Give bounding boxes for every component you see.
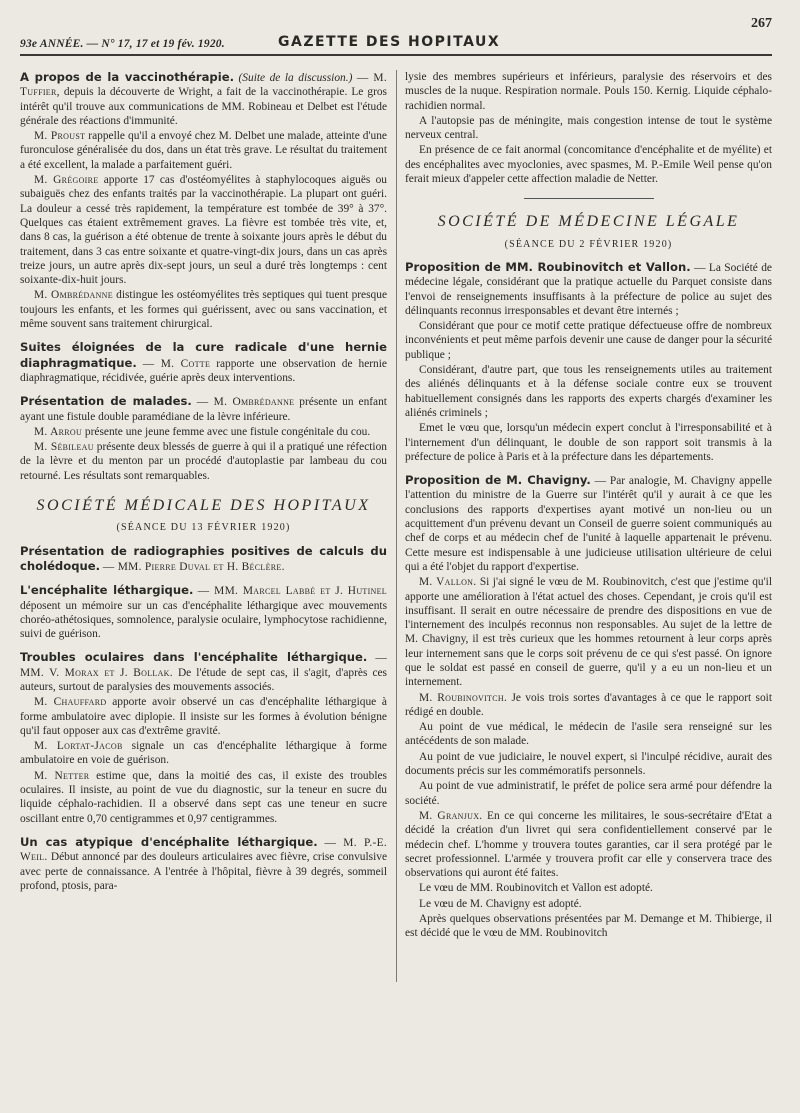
paragraph — [20, 835, 387, 893]
paragraph-text: distingue les ostéomyélites très septiques qui tuent presque toujours les enfants, et les formes qui guérissent, avec ou sans vaccination, et même souvent sans traitement chirurgical. — [20, 289, 387, 331]
paragraph-text: Emet le vœu que, lorsqu'un médecin expert conclut à l'irresponsabilité et à l'internement d'un délinquant, le double de son rapport soit transmis à la préfecture de police à Paris et à la préfecture dans les départements. — [405, 422, 772, 463]
article-heading: Troubles oculaires dans l'encéphalite léthargique. — [20, 650, 368, 665]
paragraph — [20, 288, 387, 331]
paragraph — [405, 363, 772, 420]
paragraph — [405, 809, 772, 880]
paragraph-text: Après quelques observations présentées par M. Demange et M. Thibierge, il est décidé que le vœu de MM. Roubinovitch — [405, 913, 772, 940]
speaker-name: — MM. Marcel Labbé et J. Hutinel — [197, 585, 387, 598]
speaker-name: M. Granjux. — [419, 809, 483, 822]
paragraph-text: Considérant, d'autre part, que tous les renseignements utiles au traitement des aliénés délinquants et à la défense sociale contre eux se trouvent habituellement consignés dans les rapports des experts chargés d'examiner les aliénés criminels ; — [405, 364, 772, 419]
article-heading: Un cas atypique d'encéphalite léthargique. — [20, 834, 318, 849]
speaker-name: M. Vallon. — [419, 576, 477, 589]
paragraph — [20, 340, 387, 385]
paragraph-text: — La Société de médecine légale, considérant que la pratique actuelle du Parquet consiste dans l'envoi de renseignements insuffisants à la préfecture de police au sujet des délinquants reconnus irresponsables et devant être internés ; — [405, 261, 772, 317]
paragraph-text: rappelle qu'il a envoyé chez M. Delbet une malade, atteinte d'une furonculose généralisée du dos, dans un état très grave. Le résultat du traitement a été excellent, la malade a parfaitement guéri. — [20, 130, 387, 171]
paragraph — [20, 129, 387, 172]
paragraph — [20, 650, 387, 694]
right-column — [405, 70, 772, 942]
paragraph-text: Si j'ai signé le vœu de M. Roubinovitch, c'est que j'estime qu'il apporte une amélioration à l'état actuel des choses. Cependant, je crois qu'il est insuffisant. Il serait en outre nécessaire de prendre des dispositions en vue de l'internement des inculpés reconnus non responsables. Au sujet de la lettre de M. Chavigny, il est très curieux que les hommes retournent à leur corps après leur internement sans que le corps soit prévenu de ce qui s'est passé. On ignore que le soldat est passé en conseil de guerre, qu'il y a eu un non-lieu et un internement. — [405, 576, 772, 689]
section-subtitle: (SÉANCE DU 2 FÉVRIER 1920) — [504, 238, 673, 250]
paragraph-text: En présence de ce fait anormal (concomitance d'encéphalite et de myélite) et des encéphalites avec myoclonies, avec spasmes, M. P.-Emile Weil pense qu'on ferait mieux d'appeler cette affection maladie de Netter. — [405, 144, 772, 186]
paragraph — [20, 173, 387, 287]
paragraph-text: — MM. Pierre Duval et H. Béclère. — [102, 560, 285, 573]
section-divider — [524, 198, 654, 199]
paragraph — [405, 750, 772, 779]
section-heading — [405, 215, 772, 252]
paragraph-text: présente un enfant ayant une fistule double paramédiane de la lèvre inférieure. — [20, 396, 387, 423]
speaker-name: M. Grégoire — [34, 174, 99, 187]
article-heading: Proposition de M. Chavigny. — [405, 473, 591, 488]
paragraph — [405, 473, 772, 574]
paragraph — [20, 739, 387, 768]
paragraph-text: présente deux blessés de guerre à qui il a pratiqué une réfection de la lèvre et du menton par un procédé d'autoplastie par lambeau du cou retourné. Les résultats sont remarquables. — [20, 441, 387, 482]
paragraph-text: Au point de vue judiciaire, le nouvel expert, si l'inculpé récidive, aurait des documents précis sur les commémoratifs personnels. — [405, 750, 772, 778]
paragraph-text: De l'étude de sept cas, il s'agit, d'après ces auteurs, surtout de paralysies des mouvements associés. — [20, 666, 387, 693]
paragraph-text: En ce qui concerne les militaires, le sous-secrétaire d'Etat a décidé la création d'un livret qui sera confidentiellement conservé par le médecin chef. L'homme y trouvera toutes garanties, car il sera protégé par le secret professionnel. L'armée y trouvera profit car elle y conservera trace des observations qui auront été faites. — [405, 809, 772, 880]
issue-line: 93e ANNÉE. — N° 17, 17 et 19 fév. 1920. — [20, 38, 225, 50]
speaker-name: M. Proust — [34, 130, 86, 143]
paragraph — [405, 575, 772, 689]
paragraph-text: Le vœu de M. Chavigny est adopté. — [419, 897, 582, 910]
paragraph-text: Début annoncé par des douleurs articulaires avec fièvre, crise convulsive avec perte de connaissance. A l'entrée à l'hôpital, fièvre à 39 degrés, sommeil profond, ptosis, para- — [20, 851, 387, 892]
speaker-name: — M. P.-E. Weil. — [20, 836, 387, 864]
paragraph — [405, 691, 772, 720]
section-heading — [20, 499, 387, 536]
paragraph-text: — Par analogie, M. Chavigny appelle l'attention du ministre de la Guerre sur l'intérêt qu'il y aurait à ce que les conclusions des rapports d'expertises ayant motivé un non-lieu ou un acquittement d'un prévenu devant un Conseil de guerre soient communiqués au chef de corps et au médecin chef de l'unité à laquelle appartenait le prévenu. Cette mesure est indispensable à une judicieuse utilisation ultérieure de celui qui a été l'objet du rapport d'expertise. — [405, 475, 772, 573]
paragraph-text: Considérant que pour ce motif cette pratique défectueuse offre de nombreux inconvénients et peut même parfois devenir une cause de danger pour la sécurité publique ; — [405, 320, 772, 361]
paragraph — [405, 421, 772, 464]
article-heading: Proposition de MM. Roubinovitch et Vallon. — [405, 259, 691, 274]
speaker-name: M. Chauffard — [34, 696, 107, 709]
paragraph-text: depuis la découverte de Wright, a fait de la vaccinothérapie. Le gros intérêt qu'il trouve aux communications de MM. Robineau et Delbet est l'étude générale des réactions d'immunité. — [20, 86, 387, 127]
paragraph-text: Au point de vue médical, le médecin de l'asile sera renseigné sur les antécédents de son malade. — [405, 721, 772, 748]
section-subtitle: (SÉANCE DU 13 FÉVRIER 1920) — [116, 522, 291, 534]
paragraph-text: déposent un mémoire sur un cas d'encéphalite léthargique avec mouvements choréo-athétosiques, somnolence, paralysie oculaire, lymphocytose rachidienne, suivi de guérison. — [20, 599, 387, 641]
paragraph-text: apporte 17 cas d'ostéomyélites à staphylocoques aiguës ou subaiguës chez des enfants traités par la vaccinothérapie. La plupart ont guéri. La douleur a cessé très rapidement, la température est tombée de 39° à 37°. Quelques cas étaient extrêmement graves. La fièvre est tombée très vite, et, dans 8 cas, la guérison a été obtenue de trente à soixante jours après le début du traitement, dans 3 cas entre soixante et quatre-vingt-dix jours, dans un cas après treize jours, un autre après dix-sept jours, un seul a duré très longtemps : cent soixante-dix-huit jours. — [20, 174, 387, 287]
speaker-name: — M. Ombrédanne — [196, 396, 295, 409]
paragraph-text: Je vois trois sortes d'avantages à ce que le rapport soit rédigé en double. — [405, 691, 772, 718]
page-header — [20, 14, 772, 56]
speaker-name: M. Roubinovitch. — [419, 691, 508, 704]
paragraph — [405, 897, 772, 911]
speaker-name: M. Ombrédanne — [34, 289, 113, 302]
speaker-name: — M. Tuffier, — [20, 72, 387, 99]
paragraph-text: Le vœu de MM. Roubinovitch et Vallon est adopté. — [419, 882, 653, 895]
speaker-name: M. Sébileau — [34, 441, 94, 454]
columns — [20, 70, 772, 942]
section-title: SOCIÉTÉ DE MÉDECINE LÉGALE — [437, 213, 740, 231]
section-title: SOCIÉTÉ MÉDICALE DES HOPITAUX — [36, 497, 371, 515]
left-column — [20, 70, 387, 942]
paragraph — [405, 70, 772, 113]
paragraph — [20, 394, 387, 424]
paragraph — [405, 779, 772, 808]
article-heading: A propos de la vaccinothérapie. — [20, 70, 234, 84]
paragraph-text: lysie des membres supérieurs et inférieurs, paralysie des réservoirs et des muscles de la nuque. Respiration normale. Pouls 150. Kernig. Liquide céphalo-rachidien normal. — [405, 71, 772, 112]
paragraph — [405, 881, 772, 895]
speaker-name: M. Arrou — [34, 425, 83, 438]
paragraph — [405, 114, 772, 143]
speaker-name: — M. Cotte — [142, 357, 211, 370]
paragraph — [20, 544, 387, 575]
article-heading: Présentation de radiographies positives de calculs du cholédoque. — [20, 543, 387, 573]
paragraph — [20, 769, 387, 826]
paragraph-text: A l'autopsie pas de méningite, mais congestion intense de tout le système nerveux central. — [405, 114, 772, 142]
paragraph — [405, 143, 772, 186]
paragraph-text: présente une jeune femme avec une fistule congénitale du cou. — [84, 425, 371, 438]
article-heading: Présentation de malades. — [20, 394, 192, 409]
paragraph-text: rapporte une observation de hernie diaphragmatique, récidivée, guérie après deux interventions. — [20, 357, 387, 384]
speaker-name: M. Netter — [34, 769, 90, 782]
paragraph — [20, 425, 387, 439]
page-number: 267 — [751, 16, 772, 31]
paragraph — [405, 912, 772, 941]
article-heading: L'encéphalite léthargique. — [20, 583, 194, 598]
paragraph — [20, 583, 387, 641]
paragraph — [405, 720, 772, 749]
journal-title: GAZETTE DES HOPITAUX — [278, 34, 501, 50]
paragraph — [405, 260, 772, 318]
speaker-name: — MM. V. Morax et J. Bollak. — [20, 652, 388, 679]
speaker-name: M. Lortat-Jacob — [34, 740, 123, 753]
paragraph — [20, 695, 387, 738]
paragraph-text: signale un cas d'encéphalite léthargique à forme ambulatoire en voie de guérison. — [20, 740, 387, 767]
paragraph-text: Au point de vue administratif, le préfet de police sera armé pour défendre la société. — [405, 780, 772, 807]
paragraph-text: apporte avoir observé un cas d'encéphalite léthargique à forme ambulatoire avec diplopie. Il insiste sur les formes à évolution bénigne qu'il faut opposer aux cas d'extrême gravité. — [20, 696, 387, 737]
heading-note: (Suite de la discussion.) — [238, 72, 353, 84]
paragraph-text: estime que, dans la moitié des cas, il existe des troubles oculaires. Il insiste, au point de vue du diagnostic, sur la teneur en sucre du liquide céphalo-rachidien. Il a observé dans sept cas une teneur en sucre oscillant entre 0,70 centigrammes et 0,97 centigrammes. — [20, 769, 387, 825]
paragraph — [20, 440, 387, 483]
paragraph — [405, 319, 772, 362]
article-heading: Suites éloignées de la cure radicale d'une hernie diaphragmatique. — [20, 340, 387, 370]
paragraph — [20, 70, 387, 128]
